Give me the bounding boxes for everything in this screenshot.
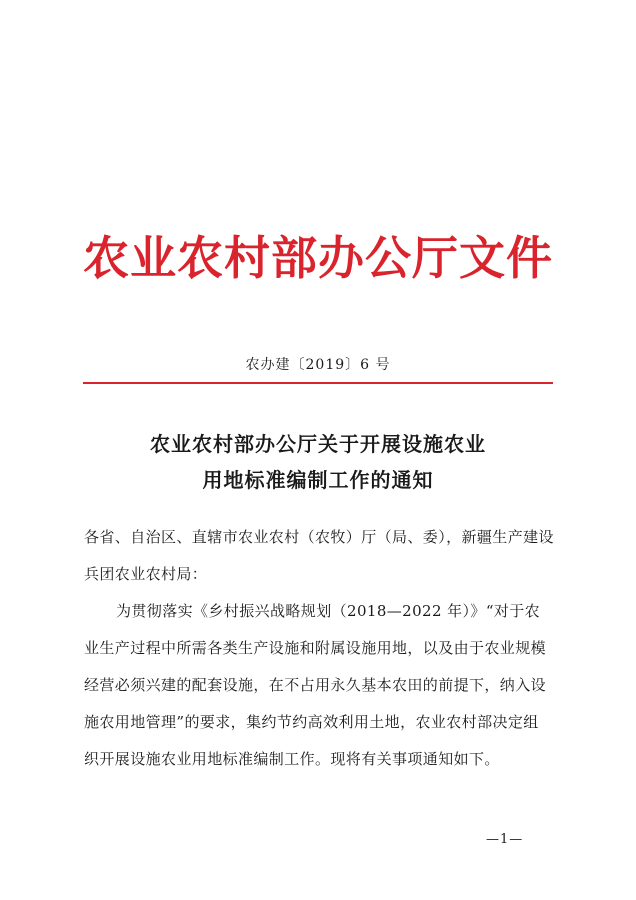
recipient-line: 各省、自治区、直辖市农业农村（农牧）厅（局、委），新疆生产建设兵团农业农村局： — [84, 528, 554, 583]
page-number: —1— — [486, 832, 524, 847]
document-title-line-2: 用地标准编制工作的通知 — [202, 468, 434, 492]
document-body — [84, 519, 554, 778]
document-title — [0, 426, 636, 498]
document-number: 农办建〔2019〕6 号 — [245, 357, 391, 373]
issuing-authority-header: 农业农村部办公厅文件 — [83, 231, 553, 285]
document-title-line-1: 农业农村部办公厅关于开展设施农业 — [150, 432, 486, 456]
body-paragraph: 为贯彻落实《乡村振兴战略规划（2018—2022 年）》“对于农业生产过程中所需各类生产设施和附属设施用地，以及由于农业规模经营必须兴建的配套设施，在不占用永久基本农田的前提下，纳入设施农用地管理”的要求，集约节约高效利用土地，农业农村部决定组织开展设施农业用地标准编制工作。现将有关事项通知如下。 — [84, 602, 547, 768]
red-divider-line — [83, 382, 553, 384]
